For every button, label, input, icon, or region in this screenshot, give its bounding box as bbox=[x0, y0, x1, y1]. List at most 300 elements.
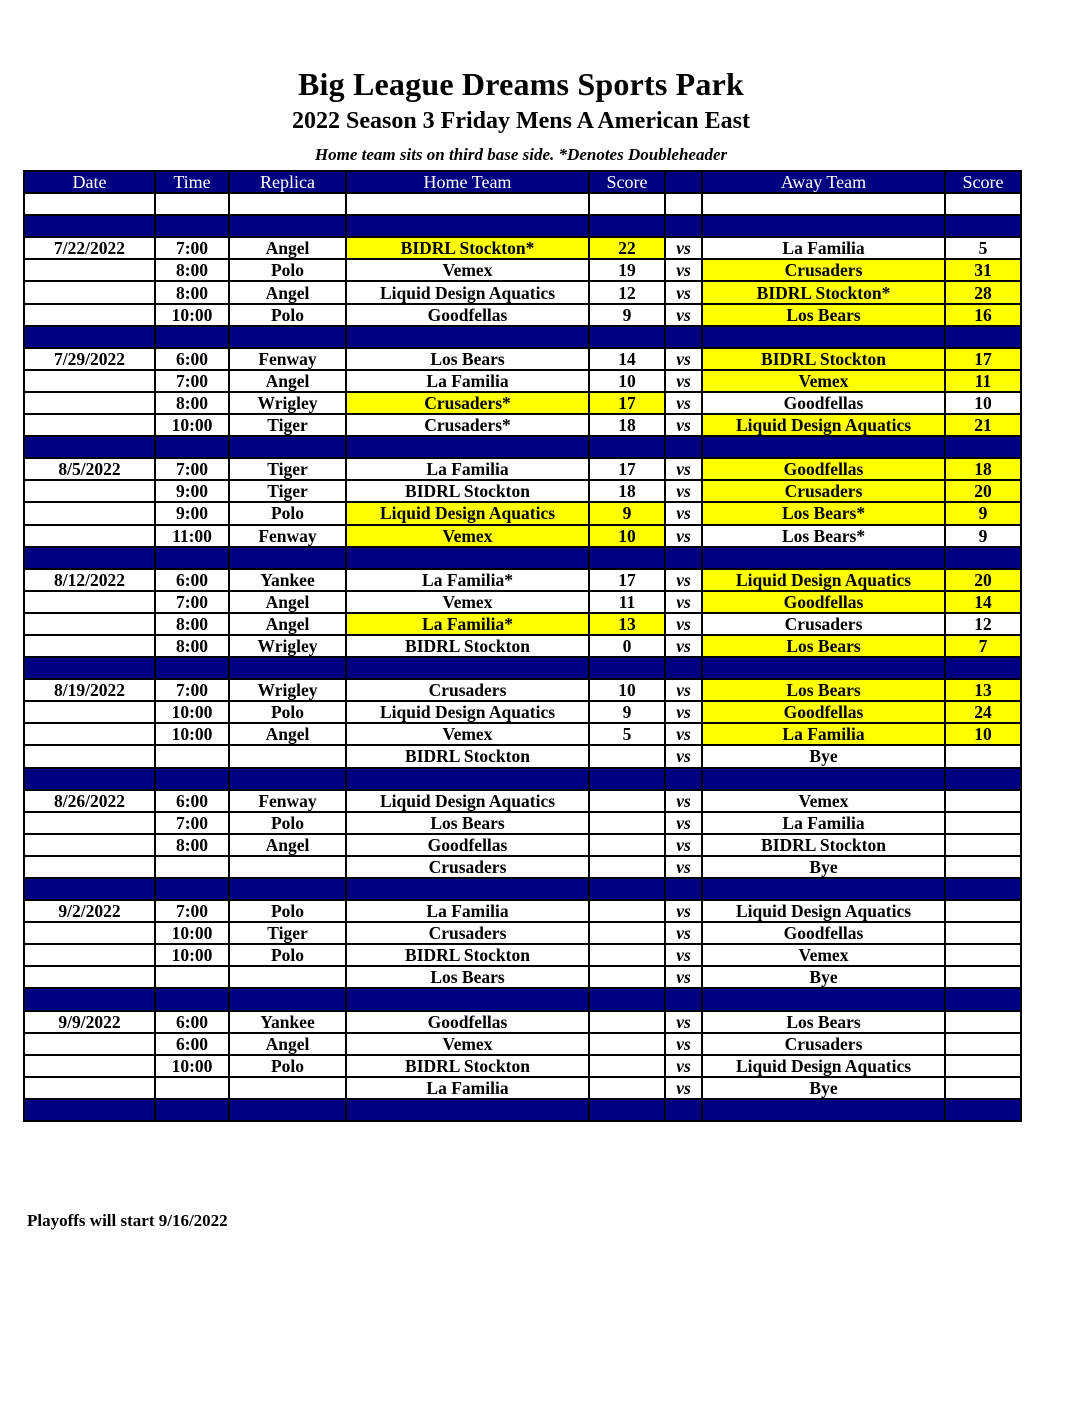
replica-cell: Polo bbox=[229, 701, 346, 723]
home-team-cell: Vemex bbox=[346, 259, 589, 281]
away-score-cell: 9 bbox=[945, 525, 1021, 547]
replica-cell: Tiger bbox=[229, 414, 346, 436]
empty-cell bbox=[589, 547, 665, 569]
date-cell bbox=[24, 414, 155, 436]
time-cell: 7:00 bbox=[155, 458, 229, 480]
empty-cell bbox=[702, 215, 945, 237]
empty-cell bbox=[155, 988, 229, 1010]
away-score-cell: 24 bbox=[945, 701, 1021, 723]
away-score-cell bbox=[945, 900, 1021, 922]
empty-cell bbox=[665, 657, 702, 679]
empty-cell bbox=[702, 988, 945, 1010]
away-team-cell: Vemex bbox=[702, 370, 945, 392]
vs-cell: vs bbox=[665, 1077, 702, 1099]
home-team-cell: Crusaders bbox=[346, 922, 589, 944]
time-cell bbox=[155, 1077, 229, 1099]
date-cell bbox=[24, 613, 155, 635]
game-row bbox=[24, 458, 1021, 480]
empty-cell bbox=[589, 988, 665, 1010]
week-separator-row bbox=[24, 988, 1021, 1010]
date-cell bbox=[24, 525, 155, 547]
replica-cell: Wrigley bbox=[229, 679, 346, 701]
home-score-cell: 12 bbox=[589, 281, 665, 303]
replica-cell: Polo bbox=[229, 502, 346, 524]
away-score-cell: 10 bbox=[945, 723, 1021, 745]
empty-cell bbox=[945, 215, 1021, 237]
empty-cell bbox=[24, 657, 155, 679]
col-header-away-team: Away Team bbox=[702, 171, 945, 193]
date-cell: 8/19/2022 bbox=[24, 679, 155, 701]
home-score-cell: 9 bbox=[589, 701, 665, 723]
game-row bbox=[24, 569, 1021, 591]
col-header-vs bbox=[665, 171, 702, 193]
away-score-cell bbox=[945, 1033, 1021, 1055]
game-row bbox=[24, 502, 1021, 524]
empty-cell bbox=[945, 547, 1021, 569]
vs-cell: vs bbox=[665, 1011, 702, 1033]
replica-cell: Angel bbox=[229, 237, 346, 259]
empty-cell bbox=[346, 436, 589, 458]
vs-cell: vs bbox=[665, 304, 702, 326]
blank-row bbox=[24, 193, 1021, 215]
vs-cell: vs bbox=[665, 790, 702, 812]
time-cell bbox=[155, 745, 229, 767]
away-team-cell: Vemex bbox=[702, 944, 945, 966]
away-team-cell: Los Bears* bbox=[702, 502, 945, 524]
empty-cell bbox=[702, 1099, 945, 1121]
home-score-cell bbox=[589, 834, 665, 856]
empty-cell bbox=[945, 988, 1021, 1010]
empty-cell bbox=[702, 768, 945, 790]
vs-cell: vs bbox=[665, 966, 702, 988]
home-score-cell bbox=[589, 1011, 665, 1033]
home-team-cell: BIDRL Stockton bbox=[346, 745, 589, 767]
vs-cell: vs bbox=[665, 591, 702, 613]
time-cell: 8:00 bbox=[155, 613, 229, 635]
home-score-cell: 11 bbox=[589, 591, 665, 613]
replica-cell bbox=[229, 1077, 346, 1099]
away-score-cell bbox=[945, 812, 1021, 834]
empty-cell bbox=[945, 657, 1021, 679]
replica-cell: Polo bbox=[229, 259, 346, 281]
date-cell bbox=[24, 502, 155, 524]
vs-cell: vs bbox=[665, 922, 702, 944]
time-cell bbox=[155, 966, 229, 988]
replica-cell: Fenway bbox=[229, 790, 346, 812]
game-row bbox=[24, 900, 1021, 922]
time-cell: 8:00 bbox=[155, 259, 229, 281]
empty-cell bbox=[346, 193, 589, 215]
replica-cell: Wrigley bbox=[229, 635, 346, 657]
empty-cell bbox=[24, 1099, 155, 1121]
date-cell bbox=[24, 635, 155, 657]
week-separator-row bbox=[24, 878, 1021, 900]
replica-cell: Tiger bbox=[229, 480, 346, 502]
vs-cell: vs bbox=[665, 502, 702, 524]
game-row bbox=[24, 591, 1021, 613]
away-team-cell: Liquid Design Aquatics bbox=[702, 900, 945, 922]
home-team-cell: La Familia* bbox=[346, 569, 589, 591]
away-score-cell: 13 bbox=[945, 679, 1021, 701]
header-row bbox=[24, 171, 1021, 193]
col-header-time: Time bbox=[155, 171, 229, 193]
game-row bbox=[24, 525, 1021, 547]
home-score-cell bbox=[589, 1077, 665, 1099]
vs-cell: vs bbox=[665, 701, 702, 723]
away-team-cell: Bye bbox=[702, 856, 945, 878]
game-row bbox=[24, 745, 1021, 767]
empty-cell bbox=[346, 657, 589, 679]
vs-cell: vs bbox=[665, 458, 702, 480]
away-team-cell: Los Bears bbox=[702, 1011, 945, 1033]
empty-cell bbox=[589, 215, 665, 237]
away-score-cell: 21 bbox=[945, 414, 1021, 436]
empty-cell bbox=[229, 326, 346, 348]
empty-cell bbox=[155, 1099, 229, 1121]
vs-cell: vs bbox=[665, 856, 702, 878]
col-header-home-team: Home Team bbox=[346, 171, 589, 193]
game-row bbox=[24, 237, 1021, 259]
away-team-cell: Bye bbox=[702, 745, 945, 767]
empty-cell bbox=[665, 326, 702, 348]
empty-cell bbox=[346, 326, 589, 348]
time-cell: 10:00 bbox=[155, 922, 229, 944]
empty-cell bbox=[229, 768, 346, 790]
empty-cell bbox=[945, 1099, 1021, 1121]
vs-cell: vs bbox=[665, 569, 702, 591]
home-score-cell: 14 bbox=[589, 348, 665, 370]
home-score-cell bbox=[589, 1033, 665, 1055]
empty-cell bbox=[945, 326, 1021, 348]
empty-cell bbox=[665, 878, 702, 900]
date-cell bbox=[24, 392, 155, 414]
away-score-cell: 28 bbox=[945, 281, 1021, 303]
replica-cell: Angel bbox=[229, 723, 346, 745]
away-score-cell: 5 bbox=[945, 237, 1021, 259]
home-team-cell: Liquid Design Aquatics bbox=[346, 701, 589, 723]
page-subtitle: 2022 Season 3 Friday Mens A American East bbox=[291, 108, 750, 134]
date-cell bbox=[24, 259, 155, 281]
empty-cell bbox=[589, 768, 665, 790]
time-cell: 7:00 bbox=[155, 900, 229, 922]
date-cell bbox=[24, 922, 155, 944]
away-team-cell: BIDRL Stockton bbox=[702, 834, 945, 856]
home-score-cell: 13 bbox=[589, 613, 665, 635]
away-team-cell: Crusaders bbox=[702, 1033, 945, 1055]
home-score-cell: 17 bbox=[589, 458, 665, 480]
vs-cell: vs bbox=[665, 900, 702, 922]
date-cell bbox=[24, 1033, 155, 1055]
doubleheader-note: Home team sits on third base side. *Denotes Doubleheader bbox=[314, 145, 728, 164]
week-separator-row bbox=[24, 326, 1021, 348]
home-team-cell: La Familia bbox=[346, 458, 589, 480]
away-team-cell: BIDRL Stockton* bbox=[702, 281, 945, 303]
vs-cell: vs bbox=[665, 259, 702, 281]
home-team-cell: Crusaders bbox=[346, 679, 589, 701]
home-team-cell: La Familia bbox=[346, 370, 589, 392]
empty-cell bbox=[346, 1099, 589, 1121]
game-row bbox=[24, 944, 1021, 966]
home-team-cell: BIDRL Stockton bbox=[346, 480, 589, 502]
away-team-cell: Goodfellas bbox=[702, 392, 945, 414]
week-separator-row bbox=[24, 1099, 1021, 1121]
game-row bbox=[24, 392, 1021, 414]
away-team-cell: Crusaders bbox=[702, 480, 945, 502]
empty-cell bbox=[229, 988, 346, 1010]
date-cell: 8/5/2022 bbox=[24, 458, 155, 480]
vs-cell: vs bbox=[665, 1033, 702, 1055]
time-cell: 9:00 bbox=[155, 502, 229, 524]
vs-cell: vs bbox=[665, 480, 702, 502]
empty-cell bbox=[155, 547, 229, 569]
date-cell bbox=[24, 1055, 155, 1077]
home-team-cell: Goodfellas bbox=[346, 834, 589, 856]
empty-cell bbox=[945, 436, 1021, 458]
vs-cell: vs bbox=[665, 237, 702, 259]
schedule-body bbox=[24, 193, 1021, 1121]
home-team-cell: Crusaders* bbox=[346, 392, 589, 414]
empty-cell bbox=[589, 878, 665, 900]
empty-cell bbox=[346, 547, 589, 569]
time-cell: 6:00 bbox=[155, 348, 229, 370]
time-cell: 6:00 bbox=[155, 1011, 229, 1033]
replica-cell: Angel bbox=[229, 613, 346, 635]
home-score-cell bbox=[589, 856, 665, 878]
week-separator-row bbox=[24, 768, 1021, 790]
replica-cell: Yankee bbox=[229, 569, 346, 591]
away-team-cell: Goodfellas bbox=[702, 701, 945, 723]
replica-cell bbox=[229, 856, 346, 878]
game-row bbox=[24, 480, 1021, 502]
home-team-cell: La Familia bbox=[346, 900, 589, 922]
game-row bbox=[24, 679, 1021, 701]
vs-cell: vs bbox=[665, 635, 702, 657]
vs-cell: vs bbox=[665, 723, 702, 745]
home-score-cell: 18 bbox=[589, 480, 665, 502]
replica-cell: Tiger bbox=[229, 458, 346, 480]
empty-cell bbox=[155, 326, 229, 348]
game-row bbox=[24, 1077, 1021, 1099]
empty-cell bbox=[589, 326, 665, 348]
away-score-cell bbox=[945, 1077, 1021, 1099]
home-score-cell: 17 bbox=[589, 392, 665, 414]
date-cell: 9/9/2022 bbox=[24, 1011, 155, 1033]
home-score-cell bbox=[589, 966, 665, 988]
home-team-cell: Vemex bbox=[346, 723, 589, 745]
home-team-cell: BIDRL Stockton* bbox=[346, 237, 589, 259]
time-cell: 6:00 bbox=[155, 1033, 229, 1055]
home-team-cell: La Familia* bbox=[346, 613, 589, 635]
home-score-cell: 22 bbox=[589, 237, 665, 259]
time-cell: 11:00 bbox=[155, 525, 229, 547]
away-score-cell bbox=[945, 834, 1021, 856]
time-cell: 6:00 bbox=[155, 790, 229, 812]
time-cell: 7:00 bbox=[155, 812, 229, 834]
home-score-cell: 9 bbox=[589, 502, 665, 524]
col-header-away-score: Score bbox=[945, 171, 1021, 193]
game-row bbox=[24, 1033, 1021, 1055]
away-team-cell: La Familia bbox=[702, 812, 945, 834]
empty-cell bbox=[346, 878, 589, 900]
away-team-cell: Bye bbox=[702, 966, 945, 988]
replica-cell: Polo bbox=[229, 812, 346, 834]
empty-cell bbox=[665, 193, 702, 215]
game-row bbox=[24, 414, 1021, 436]
empty-cell bbox=[229, 193, 346, 215]
game-row bbox=[24, 966, 1021, 988]
page-title: Big League Dreams Sports Park bbox=[297, 66, 745, 102]
game-row bbox=[24, 1011, 1021, 1033]
home-score-cell: 10 bbox=[589, 370, 665, 392]
date-cell bbox=[24, 370, 155, 392]
empty-cell bbox=[24, 436, 155, 458]
date-cell: 9/2/2022 bbox=[24, 900, 155, 922]
empty-cell bbox=[24, 547, 155, 569]
empty-cell bbox=[346, 215, 589, 237]
away-team-cell: Goodfellas bbox=[702, 922, 945, 944]
time-cell: 10:00 bbox=[155, 701, 229, 723]
vs-cell: vs bbox=[665, 812, 702, 834]
game-row bbox=[24, 922, 1021, 944]
home-team-cell: Los Bears bbox=[346, 812, 589, 834]
date-cell bbox=[24, 856, 155, 878]
game-row bbox=[24, 259, 1021, 281]
replica-cell: Polo bbox=[229, 1055, 346, 1077]
home-score-cell: 17 bbox=[589, 569, 665, 591]
home-score-cell: 5 bbox=[589, 723, 665, 745]
away-score-cell: 31 bbox=[945, 259, 1021, 281]
empty-cell bbox=[665, 1099, 702, 1121]
game-row bbox=[24, 370, 1021, 392]
empty-cell bbox=[155, 193, 229, 215]
empty-cell bbox=[346, 988, 589, 1010]
away-score-cell: 18 bbox=[945, 458, 1021, 480]
date-cell bbox=[24, 944, 155, 966]
game-row bbox=[24, 613, 1021, 635]
game-row bbox=[24, 723, 1021, 745]
week-separator-row bbox=[24, 657, 1021, 679]
date-cell bbox=[24, 723, 155, 745]
away-score-cell bbox=[945, 1055, 1021, 1077]
home-team-cell: Liquid Design Aquatics bbox=[346, 790, 589, 812]
col-header-replica: Replica bbox=[229, 171, 346, 193]
date-cell: 8/26/2022 bbox=[24, 790, 155, 812]
empty-cell bbox=[589, 657, 665, 679]
away-score-cell: 14 bbox=[945, 591, 1021, 613]
home-team-cell: Vemex bbox=[346, 1033, 589, 1055]
away-score-cell bbox=[945, 745, 1021, 767]
vs-cell: vs bbox=[665, 370, 702, 392]
home-team-cell: Liquid Design Aquatics bbox=[346, 281, 589, 303]
date-cell: 7/29/2022 bbox=[24, 348, 155, 370]
away-team-cell: Bye bbox=[702, 1077, 945, 1099]
game-row bbox=[24, 856, 1021, 878]
empty-cell bbox=[945, 878, 1021, 900]
home-team-cell: Goodfellas bbox=[346, 304, 589, 326]
vs-cell: vs bbox=[665, 679, 702, 701]
empty-cell bbox=[155, 215, 229, 237]
time-cell: 8:00 bbox=[155, 635, 229, 657]
away-score-cell: 17 bbox=[945, 348, 1021, 370]
empty-cell bbox=[229, 547, 346, 569]
away-team-cell: Vemex bbox=[702, 790, 945, 812]
empty-cell bbox=[24, 193, 155, 215]
vs-cell: vs bbox=[665, 944, 702, 966]
replica-cell: Polo bbox=[229, 304, 346, 326]
vs-cell: vs bbox=[665, 613, 702, 635]
home-team-cell: Vemex bbox=[346, 525, 589, 547]
game-row bbox=[24, 635, 1021, 657]
home-score-cell: 18 bbox=[589, 414, 665, 436]
home-score-cell bbox=[589, 900, 665, 922]
away-team-cell: Los Bears bbox=[702, 679, 945, 701]
empty-cell bbox=[665, 988, 702, 1010]
empty-cell bbox=[702, 436, 945, 458]
replica-cell: Fenway bbox=[229, 348, 346, 370]
time-cell: 10:00 bbox=[155, 944, 229, 966]
empty-cell bbox=[24, 988, 155, 1010]
replica-cell: Angel bbox=[229, 834, 346, 856]
date-cell: 7/22/2022 bbox=[24, 237, 155, 259]
home-team-cell: Vemex bbox=[346, 591, 589, 613]
away-score-cell: 11 bbox=[945, 370, 1021, 392]
empty-cell bbox=[24, 878, 155, 900]
empty-cell bbox=[945, 768, 1021, 790]
home-score-cell bbox=[589, 1055, 665, 1077]
empty-cell bbox=[702, 326, 945, 348]
away-score-cell: 12 bbox=[945, 613, 1021, 635]
home-team-cell: BIDRL Stockton bbox=[346, 1055, 589, 1077]
empty-cell bbox=[229, 878, 346, 900]
replica-cell bbox=[229, 966, 346, 988]
replica-cell: Angel bbox=[229, 281, 346, 303]
home-team-cell: La Familia bbox=[346, 1077, 589, 1099]
replica-cell: Angel bbox=[229, 370, 346, 392]
time-cell: 7:00 bbox=[155, 591, 229, 613]
home-team-cell: Crusaders bbox=[346, 856, 589, 878]
time-cell: 6:00 bbox=[155, 569, 229, 591]
date-cell bbox=[24, 745, 155, 767]
home-score-cell bbox=[589, 944, 665, 966]
game-row bbox=[24, 812, 1021, 834]
empty-cell bbox=[155, 768, 229, 790]
time-cell: 7:00 bbox=[155, 370, 229, 392]
away-score-cell bbox=[945, 944, 1021, 966]
home-score-cell: 10 bbox=[589, 679, 665, 701]
empty-cell bbox=[155, 878, 229, 900]
date-cell bbox=[24, 966, 155, 988]
empty-cell bbox=[702, 878, 945, 900]
vs-cell: vs bbox=[665, 1055, 702, 1077]
empty-cell bbox=[945, 193, 1021, 215]
empty-cell bbox=[24, 215, 155, 237]
game-row bbox=[24, 348, 1021, 370]
replica-cell: Wrigley bbox=[229, 392, 346, 414]
away-team-cell: Goodfellas bbox=[702, 591, 945, 613]
replica-cell: Angel bbox=[229, 1033, 346, 1055]
empty-cell bbox=[229, 1099, 346, 1121]
empty-cell bbox=[702, 193, 945, 215]
home-score-cell bbox=[589, 922, 665, 944]
empty-cell bbox=[229, 215, 346, 237]
home-team-cell: BIDRL Stockton bbox=[346, 944, 589, 966]
empty-cell bbox=[665, 768, 702, 790]
empty-cell bbox=[155, 436, 229, 458]
replica-cell: Polo bbox=[229, 900, 346, 922]
empty-cell bbox=[24, 326, 155, 348]
away-team-cell: Los Bears bbox=[702, 304, 945, 326]
home-score-cell bbox=[589, 745, 665, 767]
